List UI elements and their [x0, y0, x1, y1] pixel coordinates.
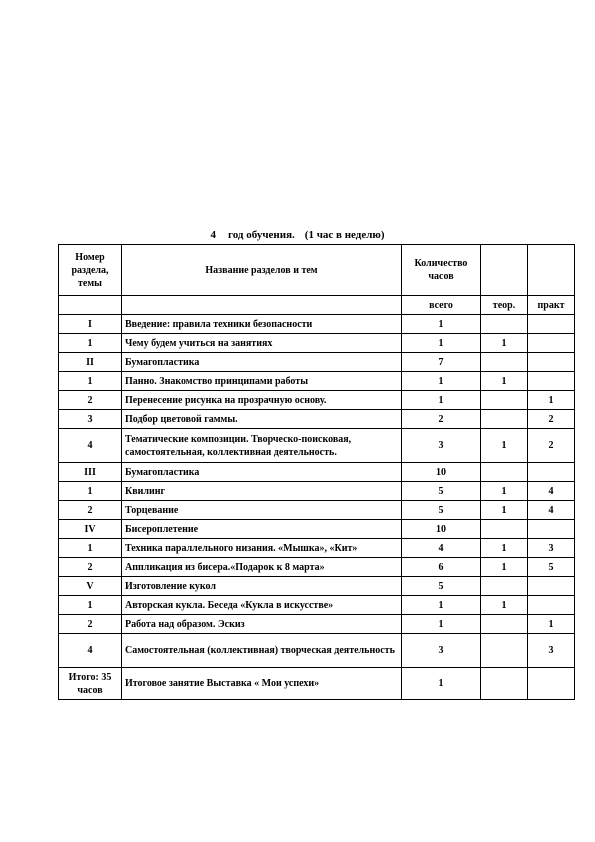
row-total-hours: 3: [402, 429, 481, 463]
row-theory-hours: [481, 520, 528, 539]
table-row: [59, 391, 575, 410]
row-total-hours: 3: [402, 634, 481, 668]
row-number: 1: [59, 334, 122, 353]
row-theory-hours: 1: [481, 558, 528, 577]
header-practice: практ: [528, 296, 575, 315]
row-theory-hours: [481, 463, 528, 482]
row-number: Итого: 35 часов: [59, 668, 122, 700]
row-number: 1: [59, 539, 122, 558]
row-practice-hours: [528, 463, 575, 482]
row-title: Панно. Знакомство принципами работы: [122, 372, 402, 391]
row-number: 4: [59, 634, 122, 668]
row-title: Чему будем учиться на занятиях: [122, 334, 402, 353]
row-practice-hours: [528, 520, 575, 539]
curriculum-table: [58, 244, 575, 700]
row-practice-hours: 3: [528, 634, 575, 668]
section-heading: [0, 229, 595, 241]
row-practice-hours: 4: [528, 501, 575, 520]
row-number: IV: [59, 520, 122, 539]
row-total-hours: 10: [402, 463, 481, 482]
subheader-empty-2: [122, 296, 402, 315]
table-row: [59, 372, 575, 391]
row-theory-hours: [481, 391, 528, 410]
row-practice-hours: 3: [528, 539, 575, 558]
row-theory-hours: 1: [481, 501, 528, 520]
table-row: [59, 577, 575, 596]
row-number: II: [59, 353, 122, 372]
row-total-hours: 5: [402, 577, 481, 596]
row-number: 2: [59, 615, 122, 634]
table-body: [59, 315, 575, 700]
row-total-hours: 1: [402, 372, 481, 391]
table-row: [59, 539, 575, 558]
row-number: 4: [59, 429, 122, 463]
row-practice-hours: [528, 334, 575, 353]
row-practice-hours: 4: [528, 482, 575, 501]
table-row: [59, 668, 575, 700]
row-practice-hours: [528, 577, 575, 596]
row-number: 1: [59, 596, 122, 615]
row-title: Тематические композиции. Творческо-поисковая, самостоятельная, коллективная деятельность.: [122, 429, 402, 463]
row-theory-hours: [481, 615, 528, 634]
row-total-hours: 1: [402, 315, 481, 334]
row-title: Торцевание: [122, 501, 402, 520]
row-practice-hours: [528, 668, 575, 700]
header-theory: теор.: [481, 296, 528, 315]
header-title: Название разделов и тем: [122, 245, 402, 296]
heading-note: (1 час в неделю): [304, 229, 385, 241]
table-row: [59, 615, 575, 634]
table-row: [59, 482, 575, 501]
subheader-empty-1: [59, 296, 122, 315]
row-title: Бумагопластика: [122, 463, 402, 482]
row-theory-hours: [481, 634, 528, 668]
row-practice-hours: 1: [528, 391, 575, 410]
row-total-hours: 1: [402, 391, 481, 410]
row-total-hours: 6: [402, 558, 481, 577]
row-number: 2: [59, 501, 122, 520]
row-total-hours: 4: [402, 539, 481, 558]
table-row: [59, 463, 575, 482]
row-theory-hours: [481, 577, 528, 596]
row-title: Перенесение рисунка на прозрачную основу.: [122, 391, 402, 410]
heading-label: год обучения.: [228, 229, 295, 241]
row-number: 3: [59, 410, 122, 429]
row-number: 1: [59, 482, 122, 501]
row-practice-hours: 1: [528, 615, 575, 634]
row-total-hours: 7: [402, 353, 481, 372]
row-practice-hours: 2: [528, 429, 575, 463]
row-theory-hours: 1: [481, 482, 528, 501]
row-practice-hours: [528, 315, 575, 334]
table-header-row: [59, 245, 575, 296]
header-empty-1: [481, 245, 528, 296]
table-row: [59, 410, 575, 429]
row-title: Авторская кукла. Беседа «Кукла в искусстве»: [122, 596, 402, 615]
row-theory-hours: [481, 353, 528, 372]
header-hours: Количество часов: [402, 245, 481, 296]
header-total: всего: [402, 296, 481, 315]
header-empty-2: [528, 245, 575, 296]
heading-year: 4: [210, 229, 217, 241]
table-row: [59, 520, 575, 539]
row-title: Аппликация из бисера.«Подарок к 8 марта»: [122, 558, 402, 577]
row-number: V: [59, 577, 122, 596]
row-title: Бумагопластика: [122, 353, 402, 372]
row-title: Итоговое занятие Выставка « Мои успехи»: [122, 668, 402, 700]
row-total-hours: 1: [402, 615, 481, 634]
table-row: [59, 334, 575, 353]
row-total-hours: 1: [402, 334, 481, 353]
row-practice-hours: [528, 353, 575, 372]
row-theory-hours: 1: [481, 372, 528, 391]
row-theory-hours: 1: [481, 539, 528, 558]
table-row: [59, 315, 575, 334]
row-total-hours: 5: [402, 482, 481, 501]
row-total-hours: 1: [402, 596, 481, 615]
row-number: III: [59, 463, 122, 482]
row-theory-hours: [481, 668, 528, 700]
table-row: [59, 634, 575, 668]
row-title: Бисероплетение: [122, 520, 402, 539]
row-total-hours: 1: [402, 668, 481, 700]
row-theory-hours: 1: [481, 334, 528, 353]
table-row: [59, 596, 575, 615]
row-practice-hours: 5: [528, 558, 575, 577]
row-number: 1: [59, 372, 122, 391]
row-total-hours: 10: [402, 520, 481, 539]
row-title: Подбор цветовой гаммы.: [122, 410, 402, 429]
row-theory-hours: [481, 410, 528, 429]
row-title: Квилинг: [122, 482, 402, 501]
row-title: Работа над образом. Эскиз: [122, 615, 402, 634]
row-practice-hours: 2: [528, 410, 575, 429]
row-total-hours: 2: [402, 410, 481, 429]
row-title: Введение: правила техники безопасности: [122, 315, 402, 334]
header-number: Номер раздела, темы: [59, 245, 122, 296]
row-theory-hours: 1: [481, 596, 528, 615]
table-row: [59, 501, 575, 520]
row-title: Техника параллельного низания. «Мышка», «Кит»: [122, 539, 402, 558]
row-theory-hours: [481, 315, 528, 334]
row-theory-hours: 1: [481, 429, 528, 463]
table-row: [59, 558, 575, 577]
row-title: Изготовление кукол: [122, 577, 402, 596]
row-title: Самостоятельная (коллективная) творческая деятельность: [122, 634, 402, 668]
row-total-hours: 5: [402, 501, 481, 520]
table-subheader-row: [59, 296, 575, 315]
row-number: 2: [59, 391, 122, 410]
row-number: I: [59, 315, 122, 334]
row-number: 2: [59, 558, 122, 577]
row-practice-hours: [528, 372, 575, 391]
table-row: [59, 353, 575, 372]
table-row: [59, 429, 575, 463]
row-practice-hours: [528, 596, 575, 615]
